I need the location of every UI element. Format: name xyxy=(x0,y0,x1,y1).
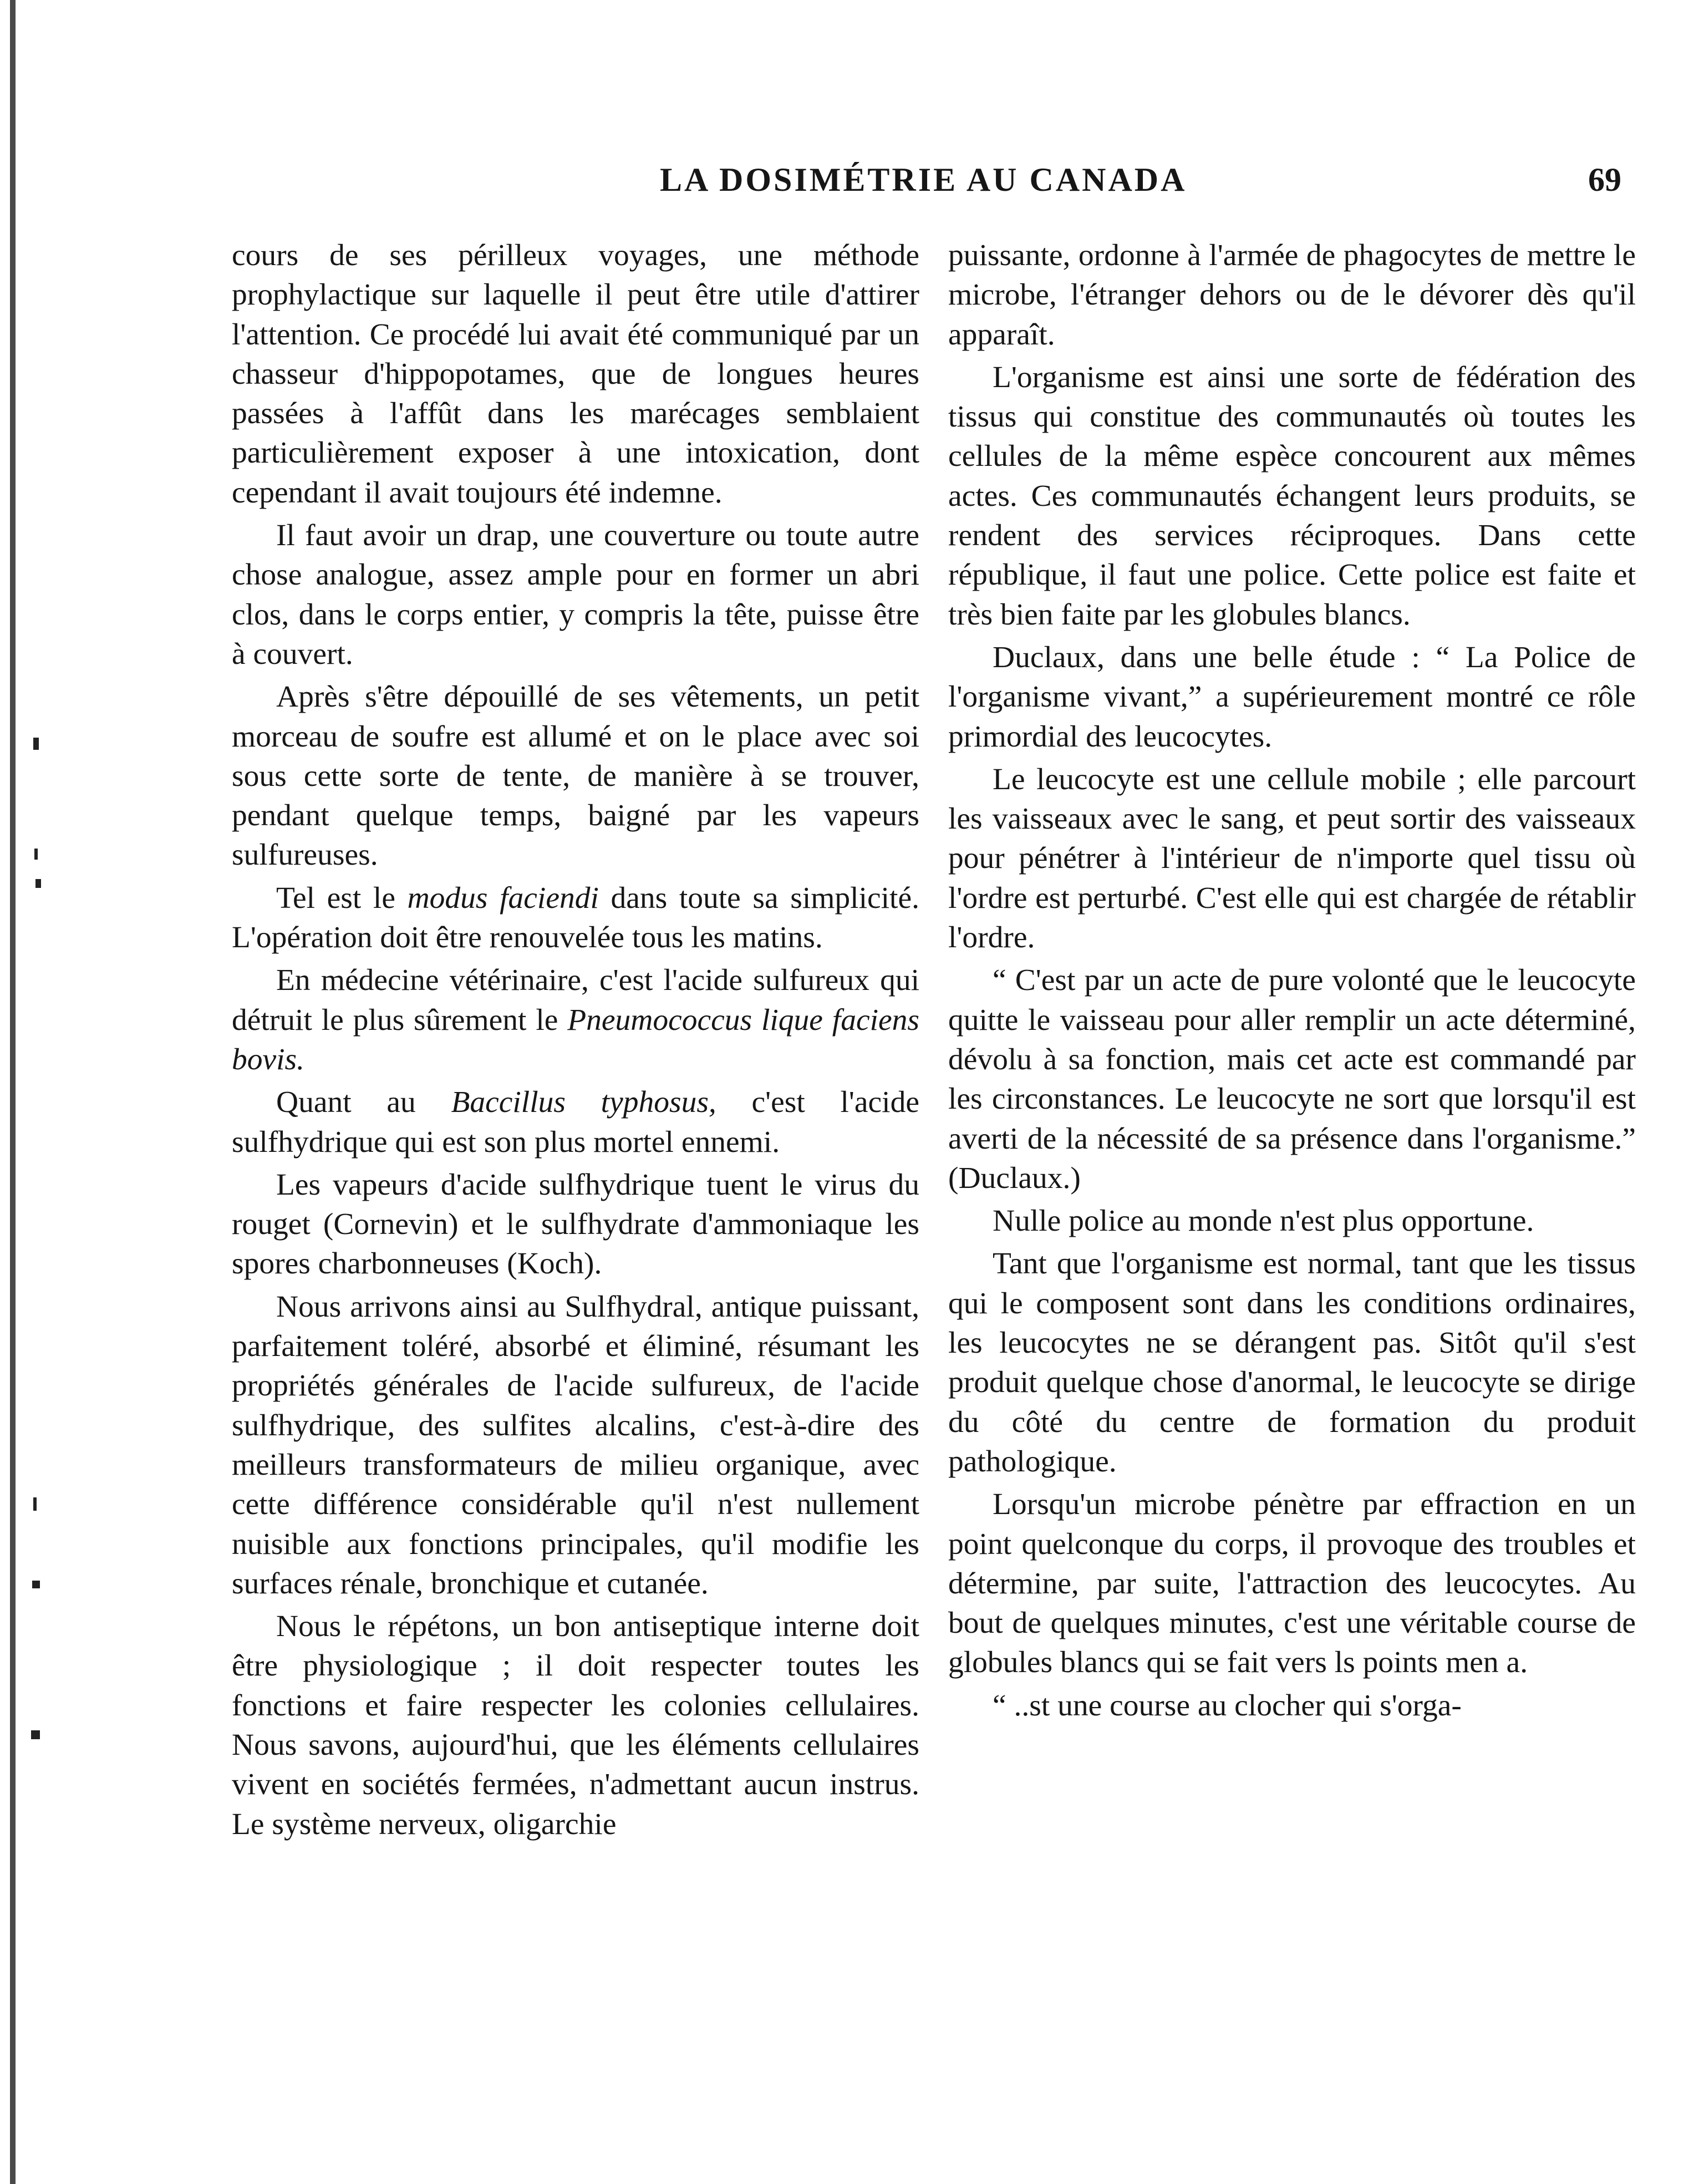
italic-term: modus faciendi xyxy=(407,881,599,915)
scan-margin-mark xyxy=(33,1497,37,1511)
paragraph: “ C'est par un acte de pure volonté que le leucocyte quitte le vaisseau pour aller remplir un acte déterminé, dévolu à sa fonction, mais cet acte est commandé par les circonstances. Le leucocyte ne sort que lorsqu'il est averti de la nécessité de sa présence dans l'organisme.” (Duclaux.) xyxy=(948,963,1636,1195)
text-run: c'est l'acide sulfhydrique qui est son plus mortel ennemi. xyxy=(232,1085,919,1159)
scan-margin-mark xyxy=(34,849,38,860)
scan-margin-line xyxy=(10,0,16,2184)
paragraph: L'organisme est ainsi une sorte de fédération des tissus qui constitue des communautés où toutes les cellules de la même espèce concourent aux mêmes actes. Ces communautés échangent leurs produits, se rendent des services réciproques. Dans cette république, il faut une police. Cette police est faite et très bien faite par les globules blancs. xyxy=(948,360,1636,632)
paragraph xyxy=(232,961,919,1079)
running-title: LA DOSIMÉTRIE AU CANADA xyxy=(660,161,1187,198)
paragraph: Après s'être dépouillé de ses vêtements, un petit morceau de soufre est allumé et on le place avec soi sous cette sorte de tente, de manière à se trouver, pendant quelque temps, baigné par les vapeurs sulfureuses. xyxy=(232,680,919,872)
paragraph: Nous le répétons, un bon antiseptique interne doit être physiologique ; il doit respecter toutes les fonctions et faire respecter les colonies cellulaires. Nous savons, aujourd'hui, que les éléments cellulaires vivent en sociétés fermées, n'admettant aucun instrus. Le système nerveux, oligarchie xyxy=(232,1609,919,1841)
text-run: Tel est le xyxy=(276,881,408,915)
scan-margin-mark xyxy=(33,738,39,750)
text-run: Quant au xyxy=(276,1085,451,1120)
paragraph: cours de ses périlleux voyages, une méthode prophylactique sur laquelle il peut être utile d'attirer l'attention. Ce procédé lui avait été communiqué par un chasseur d'hippopotames, que de longues heures passées à l'affût dans les marécages semblaient particulièrement exposer à une intoxication, dont cependant il avait toujours été indemne. xyxy=(232,238,919,510)
paragraph: Il faut avoir un drap, une couverture ou toute autre chose analogue, assez ample pour en former un abri clos, dans le corps entier, y compris la tête, puisse être à couvert. xyxy=(232,519,919,671)
paragraph xyxy=(232,1083,919,1162)
paragraph: Nulle police au monde n'est plus opportune. xyxy=(993,1204,1534,1238)
paragraph: Les vapeurs d'acide sulfhydrique tuent le virus du rouget (Cornevin) et le sulfhydrate d'ammoniaque les spores charbonneuses (Koch). xyxy=(232,1167,919,1281)
paragraph: “ ..st une course au clocher qui s'orga- xyxy=(993,1688,1462,1723)
paragraph: Tant que l'organisme est normal, tant que les tissus qui le composent sont dans les conditions ordinaires, les leucocytes ne se dérangent pas. Sitôt qu'il s'est produit quelque chose d'anormal, le leucocyte se dirige du côté du centre de formation du produit pathologique. xyxy=(948,1247,1636,1479)
paragraph: Duclaux, dans une belle étude : “ La Police de l'organisme vivant,” a supérieurement montré ce rôle primordial des leucocytes. xyxy=(948,640,1636,754)
text-run: dans toute sa simplicité. L'opération doit être renouvelée tous les matins. xyxy=(232,881,919,955)
text-run: En médecine vétérinaire, c'est l'acide sulfureux qui détruit le plus sûrement le xyxy=(232,963,919,1037)
page-number: 69 xyxy=(1588,161,1621,198)
scan-margin-mark xyxy=(35,879,41,888)
right-column xyxy=(948,236,1636,1729)
paragraph: Lorsqu'un microbe pénètre par effraction en un point quelconque du corps, il provoque des troubles et détermine, par suite, l'attraction des leucocytes. Au bout de quelques minutes, c'est une véritable course de globules blancs qui se fait vers ls points men a. xyxy=(948,1487,1636,1680)
left-column xyxy=(232,236,919,1847)
paragraph: puissante, ordonne à l'armée de phagocytes de mettre le microbe, l'étranger dehors ou de le dévorer dès qu'il apparaît. xyxy=(948,238,1636,352)
italic-term: Baccillus typhosus, xyxy=(451,1085,716,1120)
paragraph: Nous arrivons ainsi au Sulfhydral, antique puissant, parfaitement toléré, absorbé et éliminé, résumant les propriétés générales de l'acide sulfureux, de l'acide sulfhydrique, des sulfites alcalins, c'est-à-dire des meilleurs transformateurs de milieu organique, avec cette différence considérable qu'il n'est nullement nuisible aux fonctions principales, qu'il modifie les surfaces rénale, bronchique et cutanée. xyxy=(232,1289,919,1601)
paragraph: Le leucocyte est une cellule mobile ; elle parcourt les vaisseaux avec le sang, et peut sortir des vaisseaux pour pénétrer à l'intérieur de n'importe quel tissu où l'ordre est perturbé. C'est elle qui est chargée de rétablir l'ordre. xyxy=(948,762,1636,955)
scan-margin-mark xyxy=(32,1581,40,1588)
italic-term: Pneumococcus lique faciens bovis. xyxy=(232,1003,919,1076)
paragraph xyxy=(232,878,919,958)
scan-margin-mark xyxy=(31,1730,40,1739)
